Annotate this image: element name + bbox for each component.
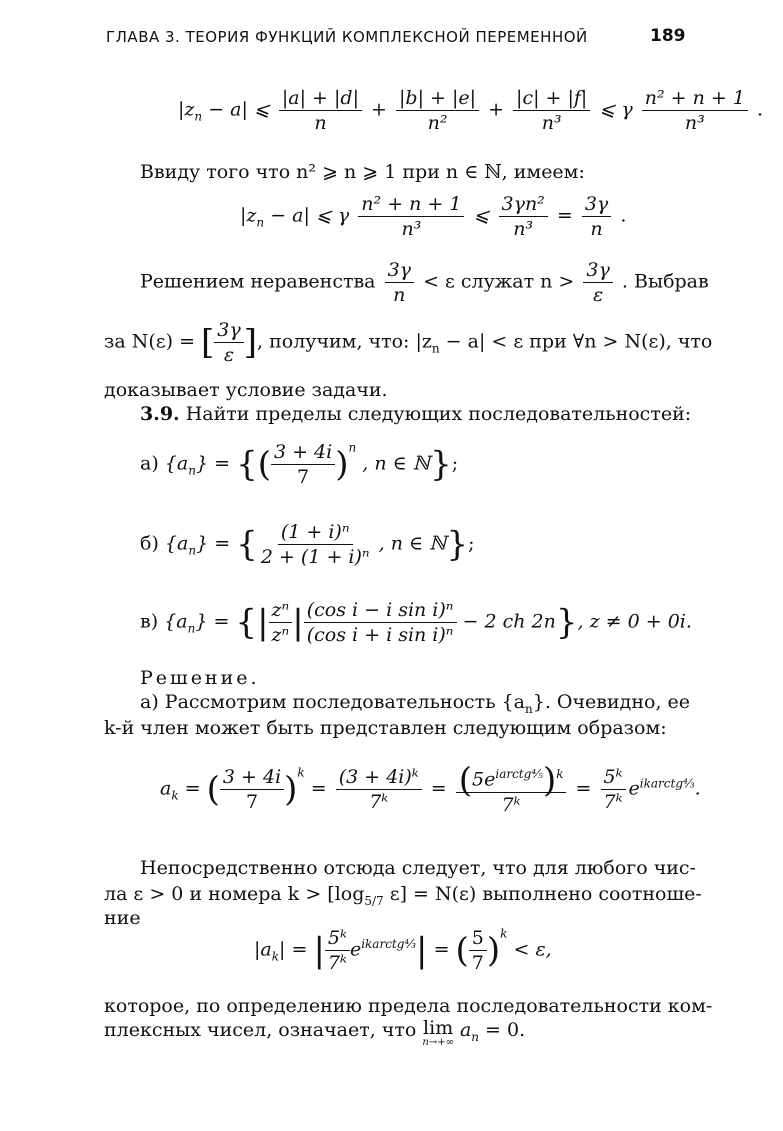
solution-label: Решение.: [140, 667, 260, 689]
problem-statement: 3.9. Найти пределы следующих последовательностей:: [140, 403, 692, 425]
paragraph-line: за N(ε) = [ $\frac{3\gamma}{\varepsilon}$ ], получим, что: $|z_n - a| < \varepsilon$ при ∀n > N(ε), что: [104, 319, 713, 366]
equation-1: $|z_n - a|$ ⩽ $\frac{|a| + |d|}{n}$ + $\frac{|b| + |e|}{\text{n²}}$ + $\frac{|c| + |f|}{\text{n³}}$ ⩽ γ $\frac{\text{n² + n + 1}}{\text{n³}}$ .: [178, 87, 764, 134]
paragraph-line: которое, по определению предела последовательности ком-: [104, 995, 713, 1017]
problem-item-a: а) $\{a_n\}$ = {( $\frac{3 + 4i}{7}$ )$^n$ , n ∈ ℕ};: [140, 440, 459, 488]
paragraph-line: ние: [104, 907, 141, 929]
paragraph-line: Ввиду того что n² ⩾ n ⩾ 1 при n ∈ ℕ, имеем:: [140, 161, 585, 183]
equation-4: $|a_k|$ = | $\frac{\text{5ᵏ}}{\text{7ᵏ}}$ $e^{ikarctg^4⁄_3}|$ = ( $\frac{5}{7}$ )$^k$ < ε,: [254, 926, 552, 974]
paragraph-line: Решением неравенства $\frac{3\gamma}{n}$ < ε служат n > $\frac{3\gamma}{\varepsilon}$ . Выбрав: [140, 259, 709, 306]
paragraph-line: ла ε > 0 и номера $k > [\log_{5/7}$ ε] = N(ε) выполнено соотноше-: [104, 883, 702, 908]
problem-item-v: в) $\{a_n\}$ = {| $\frac{\text{zⁿ}}{\text{zⁿ}}$ | $\frac{\text{(cos i − i sin i)ⁿ}}{\text{(cos i + i sin i)ⁿ}}$ − 2 ch 2n}, z ≠ 0 + 0i.: [140, 599, 692, 646]
running-header: ГЛАВА 3. ТЕОРИЯ ФУНКЦИЙ КОМПЛЕКСНОЙ ПЕРЕМЕННОЙ: [106, 28, 588, 46]
paragraph-line: а) Рассмотрим последовательность $\{a_n\}$. Очевидно, ее: [140, 691, 691, 716]
paragraph-line: k-й член может быть представлен следующим образом:: [104, 717, 667, 739]
problem-item-b: б) $\{a_n\}$ = { $\frac{\text{(1 + i)ⁿ}}{\text{2 + (1 + i)ⁿ}}$ , n ∈ ℕ};: [140, 521, 475, 568]
problem-number: 3.9.: [140, 403, 180, 425]
equation-2: $|z_n - a|$ ⩽ γ $\frac{\text{n² + n + 1}}{\text{n³}}$ ⩽ $\frac{\text{3γn²}}{\text{n³}}$ = $\frac{3\gamma}{n}$ .: [240, 193, 627, 240]
equation-3: $a_k$ = ( $\frac{3 + 4i}{7}$ )$^k$ = $\frac{\text{(3 + 4i)ᵏ}}{\text{7ᵏ}}$ = $\frac{(5e^{iarctg^4⁄_5})^k}{\text{7ᵏ}}$ = $\frac{\text{5ᵏ}}{\text{7ᵏ}}$ $e^{ikarctg^4⁄_3}$.: [160, 760, 701, 817]
paragraph-line: плексных чисел, означает, что lim n→+∞ $a_n = 0$.: [104, 1017, 526, 1048]
paragraph-line: доказывает условие задачи.: [104, 379, 388, 401]
page-number: 189: [650, 26, 686, 46]
paragraph-line: Непосредственно отсюда следует, что для любого чис-: [140, 857, 696, 879]
